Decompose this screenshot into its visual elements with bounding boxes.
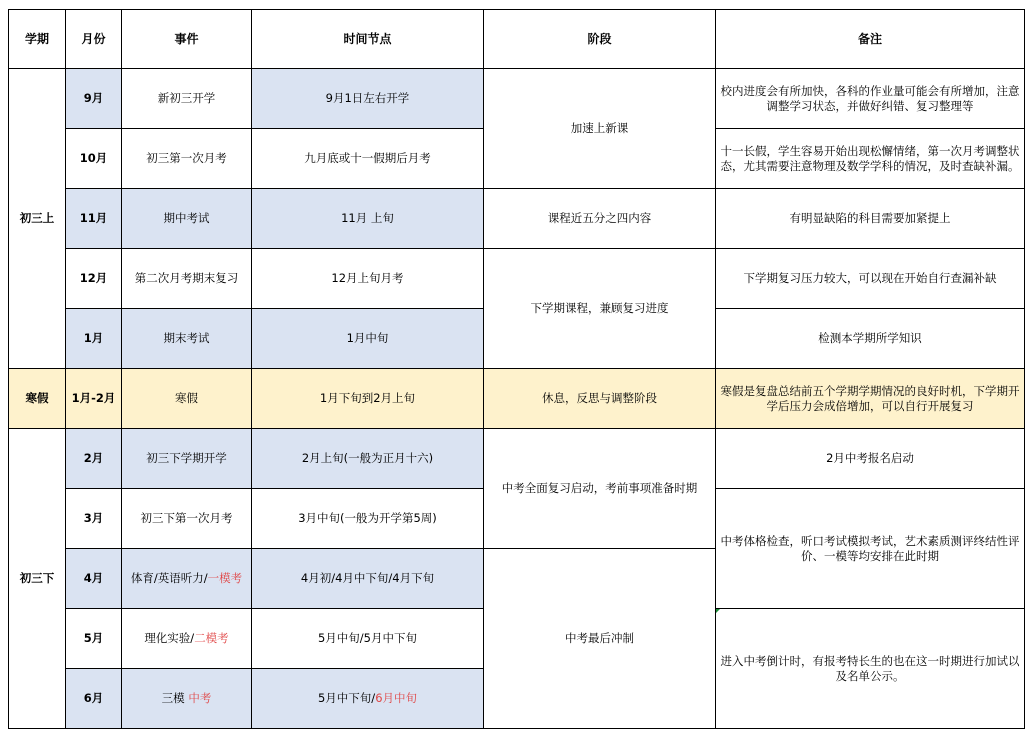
event-cell: 初三下学期开学	[122, 429, 252, 489]
month-cell: 4月	[66, 549, 122, 609]
note-cell: 有明显缺陷的科目需要加紧提上	[716, 189, 1025, 249]
month-cell: 6月	[66, 669, 122, 729]
time-cell: 1月下旬到2月上旬	[252, 369, 484, 429]
phase-cell: 休息，反思与调整阶段	[484, 369, 716, 429]
time-cell: 1月中旬	[252, 309, 484, 369]
time-cell: 5月中旬/5月中下旬	[252, 609, 484, 669]
table-row	[9, 249, 1025, 309]
table-row	[9, 189, 1025, 249]
header-time: 时间节点	[252, 10, 484, 69]
term-cell-lower: 初三下	[9, 429, 66, 729]
term-cell-winter: 寒假	[9, 369, 66, 429]
note-cell: 检测本学期所学知识	[716, 309, 1025, 369]
time-cell: 九月底或十一假期后月考	[252, 129, 484, 189]
note-cell: 中考体格检查，听口考试模拟考试，艺术素质测评终结性评价、一模等均安排在此时期	[716, 489, 1025, 609]
time-cell: 12月上旬月考	[252, 249, 484, 309]
event-cell: 第二次月考期末复习	[122, 249, 252, 309]
time-cell: 3月中旬(一般为开学第5周)	[252, 489, 484, 549]
event-cell	[122, 609, 252, 669]
note-text: 进入中考倒计时，有报考特长生的也在这一时期进行加试以及名单公示。	[720, 653, 1020, 683]
time-cell: 4月初/4月中下旬/4月下旬	[252, 549, 484, 609]
month-cell: 2月	[66, 429, 122, 489]
event-cell: 初三第一次月考	[122, 129, 252, 189]
header-event: 事件	[122, 10, 252, 69]
event-text: 理化实验/	[144, 631, 195, 645]
month-cell: 3月	[66, 489, 122, 549]
note-cell: 2月中考报名启动	[716, 429, 1025, 489]
note-cell: 寒假是复盘总结前五个学期学期情况的良好时机，下学期开学后压力会成倍增加，可以自行开展复习	[716, 369, 1025, 429]
event-cell: 寒假	[122, 369, 252, 429]
time-highlight: 6月中旬	[375, 691, 418, 705]
time-cell: 2月上旬(一般为正月十六)	[252, 429, 484, 489]
time-cell	[252, 669, 484, 729]
month-cell: 11月	[66, 189, 122, 249]
event-cell	[122, 669, 252, 729]
phase-cell: 课程近五分之四内容	[484, 189, 716, 249]
comment-marker-icon	[716, 609, 721, 614]
table-row	[9, 69, 1025, 129]
header-month: 月份	[66, 10, 122, 69]
event-cell: 初三下第一次月考	[122, 489, 252, 549]
month-cell: 9月	[66, 69, 122, 129]
phase-cell: 下学期课程，兼顾复习进度	[484, 249, 716, 369]
school-calendar-table	[8, 9, 1025, 729]
month-cell: 12月	[66, 249, 122, 309]
note-cell: 下学期复习压力较大，可以现在开始自行查漏补缺	[716, 249, 1025, 309]
term-cell-upper: 初三上	[9, 69, 66, 369]
time-cell: 11月 上旬	[252, 189, 484, 249]
table-row	[9, 429, 1025, 489]
note-cell: 校内进度会有所加快，各科的作业量可能会有所增加，注意调整学习状态，并做好纠错、复习整理等	[716, 69, 1025, 129]
event-highlight: 中考	[188, 691, 212, 705]
header-note: 备注	[716, 10, 1025, 69]
event-highlight: 二模考	[194, 631, 229, 645]
month-cell: 1月	[66, 309, 122, 369]
note-cell	[716, 609, 1025, 729]
table-row	[9, 369, 1025, 429]
header-row	[9, 10, 1025, 69]
event-cell: 期末考试	[122, 309, 252, 369]
event-text: 三模	[161, 691, 189, 705]
event-cell: 新初三开学	[122, 69, 252, 129]
event-cell	[122, 549, 252, 609]
phase-cell: 中考最后冲制	[484, 549, 716, 729]
event-text: 体育/英语听力/	[130, 571, 208, 585]
note-cell: 十一长假，学生容易开始出现松懈情绪，第一次月考调整状态，尤其需要注意物理及数学学科的情况，及时查缺补漏。	[716, 129, 1025, 189]
time-text: 5月中下旬/	[317, 691, 376, 705]
month-cell: 10月	[66, 129, 122, 189]
month-cell: 5月	[66, 609, 122, 669]
header-phase: 阶段	[484, 10, 716, 69]
header-term: 学期	[9, 10, 66, 69]
time-cell: 9月1日左右开学	[252, 69, 484, 129]
month-cell: 1月-2月	[66, 369, 122, 429]
phase-cell: 加速上新课	[484, 69, 716, 189]
event-highlight: 一模考	[207, 571, 243, 585]
event-cell: 期中考试	[122, 189, 252, 249]
phase-cell: 中考全面复习启动，考前事项准备时期	[484, 429, 716, 549]
